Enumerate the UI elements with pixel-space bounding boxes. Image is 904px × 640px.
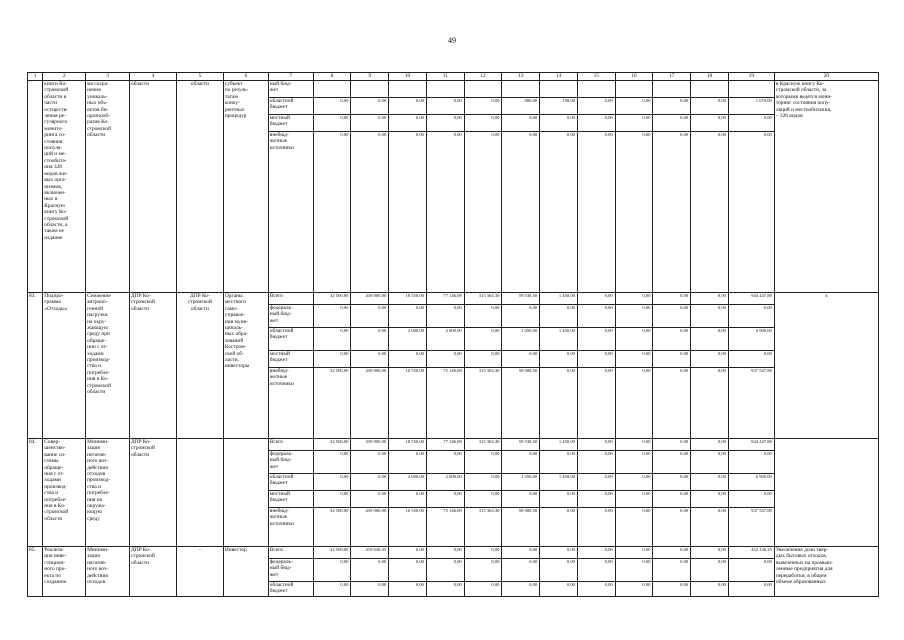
funding-source: внебюд- жетные источники: [268, 132, 313, 293]
amount-cell: 0,00: [691, 547, 729, 559]
amount-cell: 0,00: [426, 582, 464, 597]
funding-source: федераль- ный бюд- жет: [268, 559, 313, 582]
funding-source: областной бюджет: [268, 98, 313, 115]
amount-cell: 6 900,00: [728, 474, 774, 491]
amount-cell: 0,00: [540, 547, 578, 559]
amount-cell: 0,00: [351, 115, 389, 132]
amount-cell: 452 130,35: [728, 547, 774, 559]
amount-cell: 0,00: [691, 582, 729, 597]
amount-cell: 0,00: [691, 328, 729, 351]
amount-cell: 0,00: [426, 559, 464, 582]
amount-cell: 0,00: [653, 98, 691, 115]
amount-cell: 0,00: [653, 451, 691, 474]
column-number: 13: [502, 73, 540, 81]
amount-cell: 0,00: [615, 115, 653, 132]
page-number: 49: [448, 36, 456, 45]
amount-cell: 0,00: [502, 305, 540, 328]
measure-name: Подпро- грамма «Отходы»: [43, 293, 86, 439]
column-number: 3: [86, 73, 130, 81]
amount-cell: 0,00: [540, 559, 578, 582]
amount-cell: 0,00: [577, 451, 615, 474]
amount-cell: 0,00: [577, 439, 615, 451]
column-number: 1: [28, 73, 43, 81]
amount-cell: 0,00: [313, 491, 351, 508]
amount-cell: 6 900,00: [728, 328, 774, 351]
amount-cell: 315 363,30: [464, 508, 502, 547]
amount-cell: 0,00: [615, 293, 653, 305]
funding-source: федераль- ный бюд- жет: [268, 305, 313, 328]
amount-cell: 0,00: [653, 474, 691, 491]
amount-cell: 32 500,00: [313, 547, 351, 559]
amount-cell: 0,00: [351, 98, 389, 115]
amount-cell: 0,00: [728, 451, 774, 474]
amount-cell: 0,00: [577, 508, 615, 547]
amount-cell: 0,00: [351, 559, 389, 582]
amount-cell: 1 450,00: [502, 474, 540, 491]
amount-cell: 0,00: [691, 98, 729, 115]
amount-cell: [426, 81, 464, 98]
amount-cell: 59 538,50: [502, 293, 540, 305]
amount-cell: 0,00: [653, 508, 691, 547]
column-number: 8: [313, 73, 351, 81]
row-number: 83.: [28, 293, 43, 439]
co-executor: области: [176, 81, 223, 293]
amount-cell: 0,00: [577, 132, 615, 293]
measure-name: Реализа- ция инве- стицион- ного про- екта по созданию: [43, 547, 86, 597]
measure-goal: Снижение антропо- генной нагрузки на окру- жающую среду при обраще- нии с от- ходами производ- ства и потребле- ния в Ко- стромской области: [86, 293, 130, 439]
amount-cell: 0,00: [351, 474, 389, 491]
amount-cell: [577, 81, 615, 98]
funding-source: федераль- ный бюд- жет: [268, 451, 313, 474]
amount-cell: 1 450,00: [540, 439, 578, 451]
amount-cell: 0,00: [653, 547, 691, 559]
funding-source: внебюд- жетные источники: [268, 368, 313, 439]
amount-cell: 0,00: [728, 491, 774, 508]
amount-cell: 0,00: [389, 351, 427, 368]
funding-source: областной бюджет: [268, 582, 313, 597]
amount-cell: 16 550,00: [389, 368, 427, 439]
header-row: [28, 73, 879, 81]
amount-cell: 439 900,00: [351, 508, 389, 547]
amount-cell: 0,00: [615, 132, 653, 293]
amount-cell: 0,00: [691, 474, 729, 491]
amount-cell: 0,00: [540, 508, 578, 547]
column-number: 12: [464, 73, 502, 81]
amount-cell: 315 363,30: [464, 293, 502, 305]
funding-source: Всего: [268, 547, 313, 559]
amount-cell: [464, 81, 502, 98]
amount-cell: 2 000,00: [389, 328, 427, 351]
amount-cell: 0,00: [615, 98, 653, 115]
amount-cell: 1 450,00: [540, 474, 578, 491]
amount-cell: 0,00: [615, 439, 653, 451]
column-number: 17: [653, 73, 691, 81]
amount-cell: 0,00: [313, 305, 351, 328]
amount-cell: 0,00: [615, 451, 653, 474]
amount-cell: 0,00: [502, 547, 540, 559]
table-row: [28, 293, 879, 305]
amount-cell: 0,00: [615, 328, 653, 351]
amount-cell: 937 547,88: [728, 508, 774, 547]
participant: Органы местного само- управле- ния муни- ципаль- ных обра- зований Костром- ской об- ласти, инвесторы: [223, 293, 268, 439]
funding-source: внебюд- жетные источники: [268, 508, 313, 547]
amount-cell: 0,00: [615, 474, 653, 491]
amount-cell: 0,00: [502, 582, 540, 597]
amount-cell: 59 538,50: [502, 439, 540, 451]
amount-cell: 18 550,00: [389, 439, 427, 451]
amount-cell: 0,00: [691, 132, 729, 293]
amount-cell: 0,00: [615, 582, 653, 597]
amount-cell: 0,00: [389, 98, 427, 115]
funding-source: местный бюджет: [268, 491, 313, 508]
expected-result: Увеличение доли твер- дых бытовых отходов, вывезенных на промыш- ленные предприятия для переработки, в общем объеме образованных: [774, 547, 878, 597]
amount-cell: 190,00: [540, 98, 578, 115]
amount-cell: 0,00: [389, 451, 427, 474]
amount-cell: 0,00: [653, 115, 691, 132]
amount-cell: 0,00: [691, 305, 729, 328]
amount-cell: 32 500,00: [313, 439, 351, 451]
amount-cell: 944 447,88: [728, 439, 774, 451]
amount-cell: 0,00: [577, 368, 615, 439]
amount-cell: 0,00: [426, 305, 464, 328]
amount-cell: 0,00: [464, 491, 502, 508]
amount-cell: 18 550,00: [389, 293, 427, 305]
amount-cell: 0,00: [577, 328, 615, 351]
amount-cell: 0,00: [540, 451, 578, 474]
amount-cell: 0,00: [577, 474, 615, 491]
amount-cell: [728, 81, 774, 98]
funding-source: Всего: [268, 293, 313, 305]
responsible-executor: ДПР Ко- стромской области: [130, 293, 177, 439]
amount-cell: 0,00: [426, 351, 464, 368]
amount-cell: 0,00: [577, 351, 615, 368]
funding-source: ный бюд- жет: [268, 81, 313, 98]
amount-cell: 0,00: [540, 305, 578, 328]
measure-goal: Миними- зация негатив- ного воз- действия отходов производ- ства и потребле- ния на окружа- ющую среду: [86, 439, 130, 547]
amount-cell: 0,00: [313, 115, 351, 132]
amount-cell: 0,00: [615, 508, 653, 547]
funding-source: областной бюджет: [268, 328, 313, 351]
amount-cell: 75 146,08: [426, 368, 464, 439]
amount-cell: 0,00: [540, 582, 578, 597]
amount-cell: 0,00: [389, 305, 427, 328]
amount-cell: 0,00: [691, 559, 729, 582]
amount-cell: 0,00: [464, 582, 502, 597]
amount-cell: 77 146,08: [426, 293, 464, 305]
column-number: 9: [351, 73, 389, 81]
amount-cell: 0,00: [313, 98, 351, 115]
amount-cell: 0,00: [351, 328, 389, 351]
measure-name: книги Ко- стромской области в части осуществ- ления ре- гулярного монито- ринга со- стояния популя- ций и ме- стообита- ния 328 видов жи- вых орга- низмов, включен- ных в Красную книгу Ко- стромской области, а также ее издание: [43, 81, 86, 293]
amount-cell: 0,00: [653, 491, 691, 508]
responsible-executor: ДПР Ко- стромской области: [130, 547, 177, 597]
amount-cell: 0,00: [691, 508, 729, 547]
amount-cell: 0,00: [351, 305, 389, 328]
amount-cell: 0,00: [313, 451, 351, 474]
amount-cell: 0,00: [389, 547, 427, 559]
amount-cell: 0,00: [577, 582, 615, 597]
amount-cell: 58 088,50: [502, 368, 540, 439]
column-number: 14: [540, 73, 578, 81]
amount-cell: 0,00: [389, 115, 427, 132]
amount-cell: 0,00: [728, 351, 774, 368]
amount-cell: 0,00: [728, 115, 774, 132]
amount-cell: 32 500,00: [313, 508, 351, 547]
amount-cell: [653, 81, 691, 98]
amount-cell: 0,00: [464, 328, 502, 351]
amount-cell: 0,00: [577, 559, 615, 582]
row-number: 85.: [28, 547, 43, 597]
responsible-executor: области: [130, 81, 177, 293]
amount-cell: 32 500,00: [313, 293, 351, 305]
amount-cell: 0,00: [502, 115, 540, 132]
amount-cell: 0,00: [464, 547, 502, 559]
amount-cell: 0,00: [728, 305, 774, 328]
expected-result: в Красную книгу Ко- стромской области, за которыми ведется мони- торинг состояния попу- ляций и местообитания, – 328 видов: [774, 81, 878, 293]
amount-cell: 0,00: [577, 491, 615, 508]
amount-cell: 0,00: [464, 559, 502, 582]
amount-cell: 0,00: [389, 132, 427, 293]
amount-cell: 0,00: [691, 115, 729, 132]
amount-cell: 32 500,00: [313, 368, 351, 439]
amount-cell: 439 900,00: [351, 293, 389, 305]
row-number: 84.: [28, 439, 43, 547]
amount-cell: 0,00: [426, 451, 464, 474]
column-number: 5: [176, 73, 223, 81]
expected-result: [774, 439, 878, 547]
amount-cell: 0,00: [502, 451, 540, 474]
amount-cell: 0,00: [426, 132, 464, 293]
amount-cell: 0,00: [615, 351, 653, 368]
column-number: 18: [691, 73, 729, 81]
amount-cell: 0,00: [728, 132, 774, 293]
amount-cell: 0,00: [577, 98, 615, 115]
amount-cell: 0,00: [464, 98, 502, 115]
expected-result: х: [774, 293, 878, 439]
amount-cell: 439 900,00: [351, 439, 389, 451]
amount-cell: 0,00: [540, 132, 578, 293]
amount-cell: 16 550,00: [389, 508, 427, 547]
amount-cell: 0,00: [313, 132, 351, 293]
amount-cell: [691, 81, 729, 98]
co-executor: -: [176, 547, 223, 597]
amount-cell: 0,00: [426, 98, 464, 115]
column-number: 19: [728, 73, 774, 81]
co-executor: [176, 439, 223, 547]
amount-cell: 937 547,88: [728, 368, 774, 439]
amount-cell: 0,00: [653, 582, 691, 597]
column-number: 4: [130, 73, 177, 81]
amount-cell: 0,00: [691, 451, 729, 474]
amount-cell: 75 146,08: [426, 508, 464, 547]
amount-cell: 0,00: [426, 491, 464, 508]
table-row: [28, 81, 879, 98]
amount-cell: 0,00: [389, 582, 427, 597]
amount-cell: 0,00: [577, 547, 615, 559]
amount-cell: 0,00: [502, 132, 540, 293]
co-executor: ДПР Ко- стромской области: [176, 293, 223, 439]
funding-source: областной бюджет: [268, 474, 313, 491]
amount-cell: 0,00: [577, 115, 615, 132]
column-number: 16: [615, 73, 653, 81]
table-row: [28, 547, 879, 559]
amount-cell: 419 630,35: [351, 547, 389, 559]
amount-cell: 0,00: [691, 491, 729, 508]
amount-cell: 315 363,30: [464, 439, 502, 451]
amount-cell: 0,00: [653, 368, 691, 439]
amount-cell: 77 146,08: [426, 439, 464, 451]
amount-cell: 0,00: [351, 582, 389, 597]
participant: субъект по резуль- татам конку- рентных процедур: [223, 81, 268, 293]
amount-cell: [389, 81, 427, 98]
amount-cell: 315 363,30: [464, 368, 502, 439]
row-number: [28, 81, 43, 293]
amount-cell: 0,00: [540, 491, 578, 508]
amount-cell: 1 450,00: [540, 293, 578, 305]
amount-cell: 0,00: [313, 328, 351, 351]
amount-cell: 1 450,00: [502, 328, 540, 351]
amount-cell: 0,00: [653, 132, 691, 293]
amount-cell: 0,00: [691, 439, 729, 451]
amount-cell: 0,00: [351, 132, 389, 293]
amount-cell: 439 900,00: [351, 368, 389, 439]
amount-cell: [313, 81, 351, 98]
participant: [223, 439, 268, 547]
amount-cell: 0,00: [540, 351, 578, 368]
amount-cell: 0,00: [615, 305, 653, 328]
column-number: 10: [389, 73, 427, 81]
amount-cell: 0,00: [351, 351, 389, 368]
amount-cell: 0,00: [615, 368, 653, 439]
amount-cell: 0,00: [577, 305, 615, 328]
amount-cell: 0,00: [502, 491, 540, 508]
participant: Инвестор: [223, 547, 268, 597]
funding-source: Всего: [268, 439, 313, 451]
amount-cell: 0,00: [389, 491, 427, 508]
amount-cell: 0,00: [653, 328, 691, 351]
budget-table: [27, 72, 879, 597]
amount-cell: 0,00: [691, 351, 729, 368]
amount-cell: 0,00: [691, 293, 729, 305]
amount-cell: 0,00: [426, 547, 464, 559]
amount-cell: 0,00: [464, 132, 502, 293]
amount-cell: 1 450,00: [540, 328, 578, 351]
amount-cell: 0,00: [313, 559, 351, 582]
measure-goal: Миними- зация негатив- ного воз- действия отходов: [86, 547, 130, 597]
amount-cell: [615, 81, 653, 98]
amount-cell: 0,00: [502, 351, 540, 368]
amount-cell: 0,00: [691, 368, 729, 439]
amount-cell: 0,00: [351, 451, 389, 474]
amount-cell: 0,00: [313, 582, 351, 597]
amount-cell: 2 000,00: [426, 328, 464, 351]
amount-cell: 0,00: [653, 305, 691, 328]
amount-cell: 944 447,88: [728, 293, 774, 305]
amount-cell: 0,00: [540, 115, 578, 132]
column-number: 7: [268, 73, 313, 81]
measure-name: Совер- шенство- вание си- стемы обраще- ния с от- ходами производ- ства и потребле- ния в Ко- стромской области: [43, 439, 86, 547]
funding-source: местный бюджет: [268, 115, 313, 132]
measure-goal: ма сохра- нения уникаль- ных объ- ектов би- оразнооб- разия Ко- стромской области: [86, 81, 130, 293]
column-number: 15: [577, 73, 615, 81]
amount-cell: 0,00: [653, 559, 691, 582]
amount-cell: 0,00: [728, 582, 774, 597]
responsible-executor: ДПР Ко- стромской области: [130, 439, 177, 547]
column-number: 6: [223, 73, 268, 81]
amount-cell: 0,00: [577, 293, 615, 305]
amount-cell: 0,00: [464, 305, 502, 328]
amount-cell: 0,00: [653, 293, 691, 305]
column-number: 11: [426, 73, 464, 81]
amount-cell: 0,00: [728, 559, 774, 582]
amount-cell: 0,00: [313, 474, 351, 491]
amount-cell: 0,00: [464, 451, 502, 474]
funding-source: местный бюджет: [268, 351, 313, 368]
amount-cell: 880,00: [502, 98, 540, 115]
amount-cell: 0,00: [464, 115, 502, 132]
amount-cell: 0,00: [464, 351, 502, 368]
amount-cell: 0,00: [351, 491, 389, 508]
amount-cell: 0,00: [426, 115, 464, 132]
amount-cell: 0,00: [540, 368, 578, 439]
column-number: 2: [43, 73, 86, 81]
amount-cell: 1 070,00: [728, 98, 774, 115]
amount-cell: 58 088,50: [502, 508, 540, 547]
amount-cell: 2 000,00: [389, 474, 427, 491]
amount-cell: 2 000,00: [426, 474, 464, 491]
amount-cell: 0,00: [615, 547, 653, 559]
amount-cell: 0,00: [615, 491, 653, 508]
amount-cell: 0,00: [653, 439, 691, 451]
amount-cell: 0,00: [615, 559, 653, 582]
column-number: 20: [774, 73, 878, 81]
amount-cell: [540, 81, 578, 98]
amount-cell: 0,00: [464, 474, 502, 491]
amount-cell: [502, 81, 540, 98]
amount-cell: 0,00: [502, 559, 540, 582]
amount-cell: [351, 81, 389, 98]
amount-cell: 0,00: [313, 351, 351, 368]
amount-cell: 0,00: [389, 559, 427, 582]
table-row: [28, 439, 879, 451]
amount-cell: 0,00: [653, 351, 691, 368]
